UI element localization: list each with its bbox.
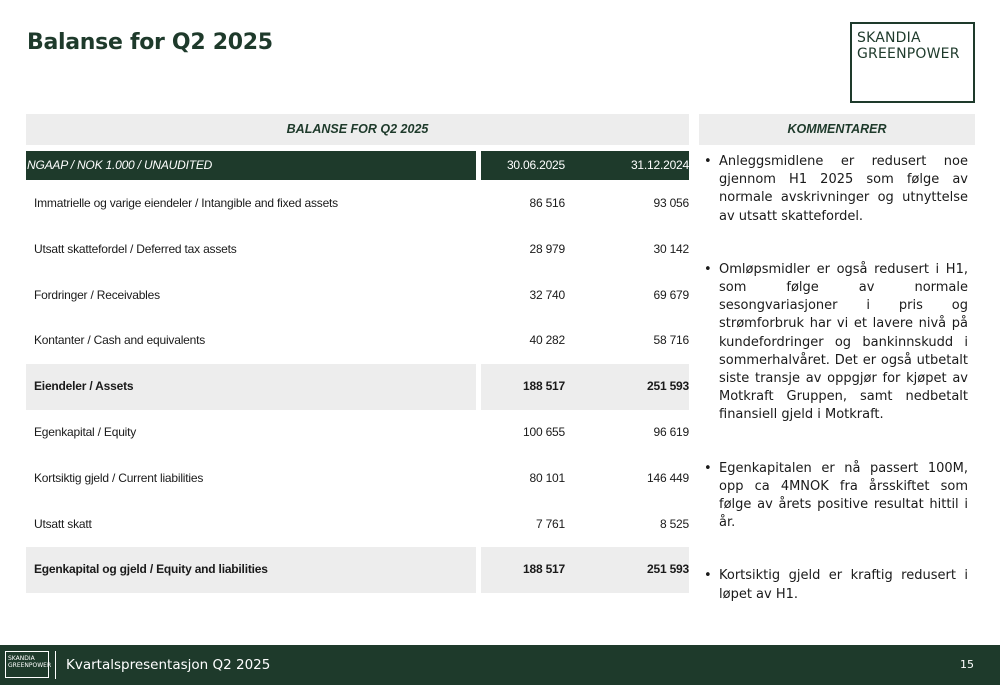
comment-item: • Egenkapitalen er nå passert 100M, opp ca 4MNOK fra årsskiftet som følge av årets positive resultat hittil i år. [704,460,968,533]
column-header-2024: 31.12.2024 [630,158,689,172]
footer-logo-line-1: SKANDIA [8,655,35,662]
footer-title: Kvartalspresentasjon Q2 2025 [66,657,271,673]
comment-item: • Kortsiktig gjeld er kraftig redusert i løpet av H1. [704,567,968,603]
row-value-2025: 188 517 [523,562,565,577]
row-label: Egenkapital og gjeld / Equity and liabilities [26,547,476,593]
page-title: Balanse for Q2 2025 [27,30,273,55]
row-label: Kontanter / Cash and equivalents [34,333,206,348]
table-label-header: NGAAP / NOK 1.000 / UNAUDITED [26,151,476,180]
row-value-2024: 251 593 [647,562,689,577]
table-row-total-assets [26,364,689,410]
row-value-2025: 28 979 [529,241,565,256]
row-label: Fordringer / Receivables [34,287,160,302]
row-value-2025: 40 282 [529,333,565,348]
logo-line-1: SKANDIA [857,30,921,46]
row-value-2024: 96 619 [653,424,689,439]
footer-divider [55,651,56,679]
row-value-2025: 80 101 [529,470,565,485]
row-value-2024: 30 142 [653,241,689,256]
footer-logo-line-2: GREENPOWER [8,662,52,669]
row-label: Immatrielle og varige eiendeler / Intangible and fixed assets [34,196,338,210]
table-date-headers [481,151,689,180]
footer-logo [5,651,52,678]
column-header-2025: 30.06.2025 [506,158,565,172]
balance-table-body [26,181,689,593]
row-value-2024: 93 056 [653,196,689,210]
row-value-2025: 7 761 [535,516,565,531]
comment-item: • Anleggsmidlene er redusert noe gjennom H1 2025 som følge av normale avskrivninger og utnyttelse av utsatt skattefordel. [704,153,968,226]
footer-bar [0,645,1000,685]
logo-line-2: GREENPOWER [857,46,960,62]
row-label: Egenkapital / Equity [34,424,137,439]
row-label: Utsatt skatt [34,516,92,531]
row-value-2024: 251 593 [647,379,689,394]
table-row [26,273,689,319]
company-logo [850,22,975,103]
comments-list [704,153,968,639]
row-value-2025: 32 740 [529,287,565,302]
row-label: Kortsiktig gjeld / Current liabilities [34,470,204,485]
table-row [26,502,689,548]
table-row [26,410,689,456]
row-value-2024: 69 679 [653,287,689,302]
row-label: Utsatt skattefordel / Deferred tax assets [34,241,237,256]
row-value-2024: 8 525 [659,516,689,531]
balance-table-heading: BALANSE FOR Q2 2025 [26,114,689,145]
table-row [26,181,689,227]
page-number: 15 [960,658,974,671]
table-row [26,318,689,364]
row-value-2025: 188 517 [523,379,565,394]
row-value-2025: 100 655 [523,424,565,439]
row-label: Eiendeler / Assets [26,364,476,410]
row-value-2025: 86 516 [529,196,565,210]
row-value-2024: 58 716 [653,333,689,348]
table-row [26,456,689,502]
comment-item: • Omløpsmidler er også redusert i H1, som følge av normale sesongvariasjoner i pris og strømforbruk har vi et lavere nivå på kundefordringer og bankinnskudd i sommerhalvåret. Det er også utbetalt siste transje av oppgjør for kjøpet av Motkraft Gruppen, samt nedbetalt finansiell gjeld i Motkraft. [704,261,968,425]
table-row-total-equity-liabilities [26,547,689,593]
comments-heading: KOMMENTARER [699,114,975,145]
table-row [26,227,689,273]
row-value-2024: 146 449 [647,470,689,485]
